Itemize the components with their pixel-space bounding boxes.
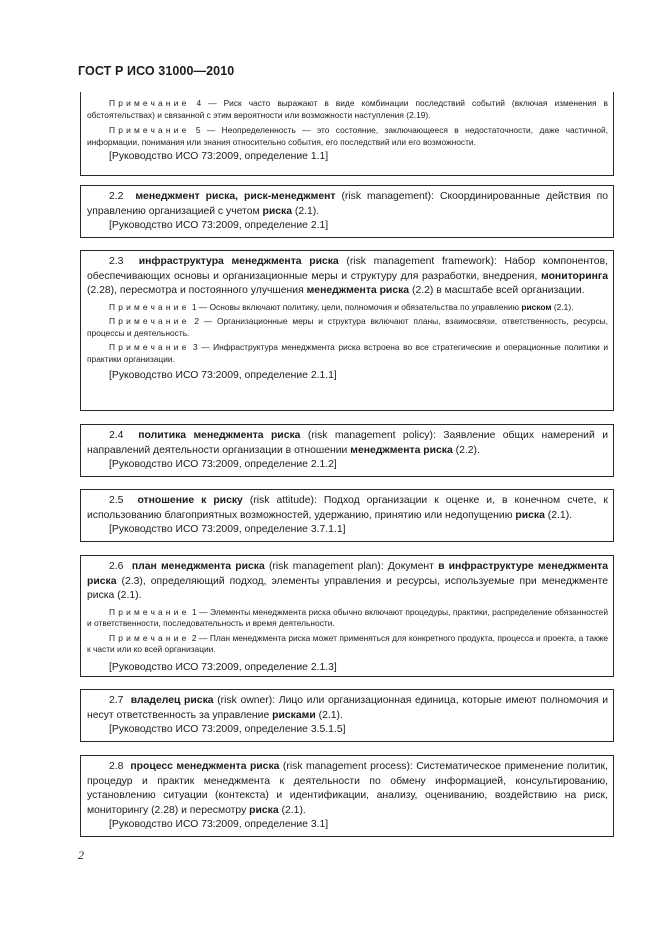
definition-bold: менеджмента риска	[306, 285, 410, 297]
definition-text	[87, 494, 608, 523]
note-1	[87, 607, 608, 630]
term-name: отношение к риску	[137, 495, 243, 506]
definition-box-2-7	[80, 689, 614, 742]
term-number: 2.5	[109, 495, 124, 506]
definition-bold: рисками	[272, 709, 316, 721]
term-name: план менеджмента риска	[131, 561, 265, 572]
note-label: Примечание	[109, 301, 190, 312]
definition-box-2-3	[80, 250, 614, 411]
term-name: политика менеджмента риска	[138, 430, 301, 441]
source-reference: [Руководство ИСО 73:2009, определение 3.7.1.1]	[109, 524, 346, 536]
definition-part: (2.2) в масштабе всей организации.	[409, 285, 585, 297]
note-bold: риском	[521, 301, 552, 312]
source-reference: [Руководство ИСО 73:2009, определение 3.5.1.5]	[109, 724, 346, 736]
note-1	[87, 302, 608, 314]
term-number: 2.7	[109, 695, 124, 706]
definition-part: (2.28), пересмотра и постоянного улучшения	[87, 285, 307, 297]
note-5	[87, 125, 608, 148]
definition-bold: риска	[249, 804, 279, 816]
note-4	[87, 98, 608, 121]
note-label: Примечание	[109, 606, 190, 617]
source-reference: [Руководство ИСО 73:2009, определение 2.1.3]	[109, 661, 337, 673]
definition-box-2-6	[80, 555, 614, 677]
source-reference: [Руководство ИСО 73:2009, определение 3.1]	[109, 819, 329, 831]
definition-bold: менеджмента риска	[350, 444, 453, 456]
definition-bold: в инфраструктуре менеджмента риска	[87, 561, 608, 587]
term-name: инфраструктура менеджмента риска	[138, 256, 339, 267]
definition-text	[87, 429, 608, 458]
definition-box-2-2	[80, 185, 614, 238]
definition-part: (2.1).	[278, 804, 306, 816]
definition-part: (2.1).	[544, 509, 573, 521]
definition-part: (2.2).	[452, 444, 480, 456]
definition-box-2-4	[80, 424, 614, 477]
note-text: 2 — План менеджмента риска может применяться для конкретного продукта, процесса и проекта, а также к части или ко всей организации.	[87, 632, 608, 655]
definition-part: (risk management): Скоординированные действия по управлению организацией с учетом	[87, 191, 608, 217]
term-name: владелец риска	[130, 695, 214, 706]
definition-bold: мониторинга	[541, 270, 608, 282]
term-number: 2.4	[109, 430, 124, 441]
source-reference: [Руководство ИСО 73:2009, определение 2.1]	[109, 220, 329, 232]
source-reference: [Руководство ИСО 73:2009, определение 2.1.2]	[109, 459, 337, 471]
definition-part: (risk management process): Систематическое применение политик, процедур и практик менеджмента к деятельности по обмену информацией, консультированию, установлению ситуации (контекста) и идентификации, анализу, оцениванию, воздействию на риск, мониторингу (2.28) и пересмотру	[87, 761, 608, 816]
term-number: 2.3	[109, 256, 124, 267]
definition-part: (risk management plan): Документ	[264, 561, 439, 572]
note-2	[87, 633, 608, 656]
definition-part: (2.1).	[315, 709, 343, 721]
note-text: 2 — Организационные меры и структура включают планы, взаимосвязи, ответственность, ресурсы, процессы и деятельность.	[87, 316, 608, 338]
document-header: ГОСТ Р ИСО 31000—2010	[78, 64, 235, 78]
note-text: 1 — Элементы менеджмента риска обычно включают процедуры, практики, распределение обязанностей и ответственности, последовательность и время деятельности.	[87, 606, 609, 629]
note-3	[87, 342, 608, 365]
note-label: Примечание	[109, 125, 190, 135]
definition-bold: риска	[262, 205, 293, 217]
definition-box-2-5	[80, 489, 614, 542]
source-reference: [Руководство ИСО 73:2009, определение 2.1.1]	[109, 370, 337, 382]
source-reference: [Руководство ИСО 73:2009, определение 1.1]	[109, 151, 329, 162]
note-text: 4 — Риск часто выражают в виде комбинации последствий событий (включая изменения в обстоятельствах) и связанной с этим вероятности или возможности наступления (2.19).	[87, 98, 609, 120]
note-text: 1 — Основы включают политику, цели, полномочия и обязательства по управлению	[191, 301, 522, 312]
note-2	[87, 316, 608, 339]
note-text: (2.1).	[551, 301, 574, 312]
term-name: менеджмент риска, риск-менеджмент	[135, 191, 336, 202]
definition-text	[87, 560, 608, 604]
definition-part: (risk management framework): Набор компонентов, обеспечивающих основы и организационные меры и структуру для разработки, внедрения,	[87, 256, 608, 282]
definition-text	[87, 694, 608, 723]
definition-part: (risk attitude): Подход организации к оценке и, в конечном счете, к использованию благоприятных возможностей, удержанию, принятию или недопущению	[87, 495, 608, 521]
term-name: процесс менеджмента риска	[130, 761, 280, 772]
definition-text	[87, 190, 608, 219]
note-label: Примечание	[109, 316, 190, 327]
definition-box-2-8	[80, 755, 614, 837]
note-label: Примечание	[109, 98, 190, 108]
definition-part: (risk management policy): Заявление общих намерений и направлений деятельности организации в отношении	[87, 430, 608, 456]
note-text: 5 — Неопределенность — это состояние, заключающееся в недостаточности, даже частичной, информации, понимания или знания относительно события, его последствий или его возможности.	[87, 125, 609, 147]
page-number: 2	[78, 848, 84, 862]
definition-part: (2.3), определяющий подход, элементы управления и ресурсы, используемые при менеджменте риска (2.1).	[87, 575, 608, 602]
term-number: 2.6	[109, 561, 124, 572]
definition-part: (risk owner): Лицо или организационная единица, которые имеют полномочия и несут ответственность за управление	[87, 695, 609, 721]
note-text: 3 — Инфраструктура менеджмента риска встроена во все стратегические и операционные политики и практики организации.	[87, 342, 609, 364]
note-label: Примечание	[109, 342, 190, 353]
definition-bold: риска	[515, 509, 545, 521]
term-number: 2.8	[109, 761, 124, 772]
definition-box-2-1-continued	[80, 92, 614, 176]
definition-text	[87, 760, 608, 818]
definition-part: (2.1).	[292, 205, 320, 217]
note-label: Примечание	[109, 632, 190, 643]
term-number: 2.2	[109, 191, 124, 202]
definition-text	[87, 255, 608, 299]
